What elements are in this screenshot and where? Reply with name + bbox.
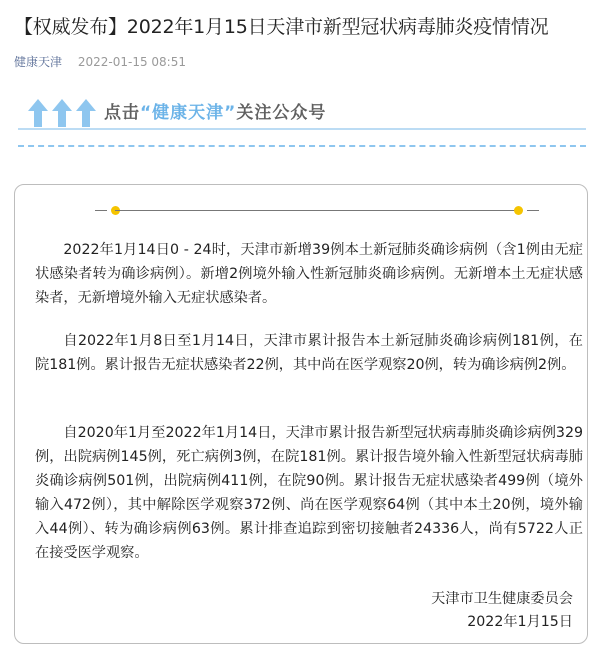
signature-organization: 天津市卫生健康委员会 [431, 591, 573, 607]
account-name-link[interactable]: 健康天津 [14, 55, 63, 69]
signature-date: 2022年1月15日 [467, 614, 573, 630]
banner-underline [18, 128, 586, 130]
up-arrows-icon [28, 97, 106, 127]
banner-suffix: 关注公众号 [236, 103, 327, 123]
article-title: 【权威发布】2022年1月15日天津市新型冠状病毒肺炎疫情情况 [14, 16, 549, 38]
divider-left-dash [95, 210, 107, 211]
paragraph-daily-update: 2022年1月14日0 - 24时，天津市新增39例本土新冠肺炎确诊病例（含1例由无症状感染者转为确诊病例）。新增2例境外输入性新冠肺炎确诊病例。无新增本土无症状感染者，无新增境外输入无症状感染者。 [35, 242, 583, 306]
paragraph-cumulative-summary: 自2020年1月至2022年1月14日，天津市累计报告新型冠状病毒肺炎确诊病例329例，出院病例145例，死亡病例3例，在院181例。累计报告境外输入性新型冠状病毒肺炎确诊病例501例，出院病例411例，在院90例。累计报告无症状感染者499例（境外输入472例），其中解除医学观察372例、尚在医学观察64例（其中本土20例，境外输入44例）、转为确诊病例63例。累计排查追踪到密切接触者24336人，尚有5722人正在接受医学观察。 [35, 425, 583, 561]
paragraph-weekly-summary: 自2022年1月8日至1月14日，天津市累计报告本土新冠肺炎确诊病例181例，在院181例。累计报告无症状感染者22例，其中尚在医学观察20例，转为确诊病例2例。 [35, 333, 583, 373]
divider-right-dash [527, 210, 539, 211]
publish-time: 2022-01-15 08:51 [77, 55, 186, 69]
article-meta [14, 54, 186, 70]
follow-banner[interactable] [18, 95, 586, 131]
banner-account-highlight: “健康天津” [140, 103, 237, 123]
follow-banner-text [104, 101, 326, 125]
decorative-divider [93, 203, 541, 215]
divider-right-dot [514, 206, 523, 215]
report-card [14, 184, 588, 644]
banner-prefix: 点击 [104, 103, 140, 123]
divider-line [115, 210, 519, 211]
dashed-divider [18, 145, 586, 147]
